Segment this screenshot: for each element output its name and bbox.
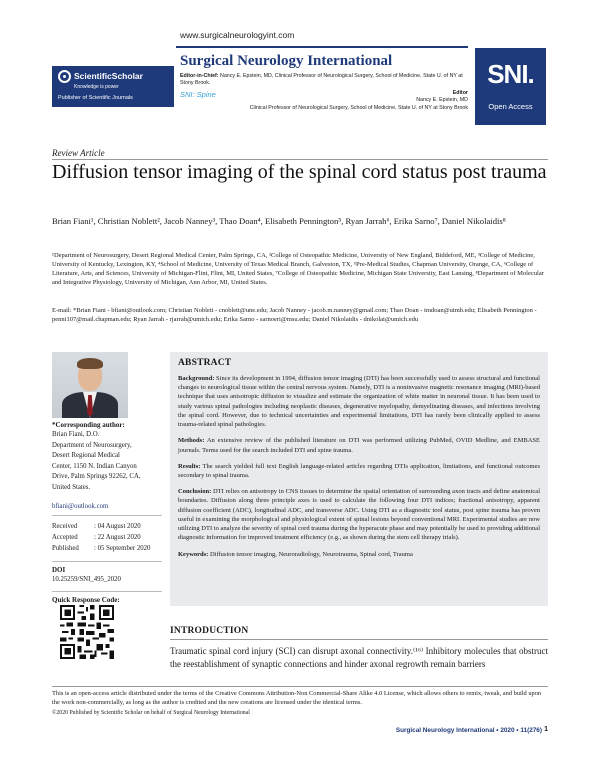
corresponding-author-label: *Corresponding author: xyxy=(52,421,125,429)
publisher-logo xyxy=(52,66,174,107)
publisher-name: ScientificScholar xyxy=(74,71,143,82)
article-type: Review Article xyxy=(52,148,105,158)
qr-label: Quick Response Code: xyxy=(52,596,120,604)
affiliations: ¹Department of Neurosurgery, Desert Regional Medical Center, Palm Springs, CA, ²College of Osteopathic Medicine, University of New England, Biddeford, ME, ³College of Medicine, University of Kentucky, Lexington, KY, ⁴School of Medicine, University of Texas Medical Branch, Galveston, TX, ⁵Pre-Medical Studies, Chapman University, Orange, CA, ⁶College of Literature, Arts, and Sciences, University of Michigan-Flint, Flint, MI, United States, ⁷College of Osteopathic Medicine, Michigan State University, East Lansing, ⁸Department of Molecular and Integrative Physiology, University of Michigan, Ann Arbor, MI, United States. xyxy=(52,252,544,287)
journal-title: Surgical Neurology International xyxy=(176,46,468,70)
divider xyxy=(52,686,548,687)
page-number: 1 xyxy=(544,726,548,733)
journal-header xyxy=(180,30,468,111)
editor-block: Editor Nancy E. Epstein, MD xyxy=(416,90,468,104)
article-title: Diffusion tensor imaging of the spinal cord status post trauma xyxy=(52,161,547,183)
abstract-heading: ABSTRACT xyxy=(178,358,232,368)
divider xyxy=(52,591,162,592)
corresponding-email-link[interactable]: bfiani@outlook.com xyxy=(52,503,109,510)
copyright-text: ©2020 Published by Scientific Scholar on behalf of Surgical Neurology International xyxy=(52,710,250,716)
open-access-label: Open Access xyxy=(488,102,533,111)
abstract-keywords: Keywords: Diffusion tensor imaging, Neuroradiology, Neurotrauma, Spinal cord, Trauma xyxy=(178,550,413,558)
site-url[interactable]: www.surgicalneurologyint.com xyxy=(180,30,295,40)
abstract-methods: Methods: An extensive review of the published literature on DTI was performed utilizing PubMed, OVID Medline, and EMBASE journals. Terms used for the search included DTI and spine trauma. xyxy=(178,437,540,454)
publisher-sub: Publisher of Scientific Journals xyxy=(58,95,133,101)
divider xyxy=(52,561,162,562)
editor-affiliation: Clinical Professor of Neurological Surgery, School of Medicine, State U. of NY at Stony Brook xyxy=(249,105,468,112)
qr-code-icon[interactable] xyxy=(60,605,114,659)
footer-citation: Surgical Neurology International • 2020 • 11(276) xyxy=(395,727,542,734)
sni-logo: SNI. xyxy=(487,59,534,89)
divider xyxy=(52,159,548,160)
divider xyxy=(170,639,548,640)
introduction-text: Traumatic spinal cord injury (SCI) can disrupt axonal connectivity.⁽¹⁶⁾ Inhibitory molecules that obstruct the reestablishment of synaptic connections and hinder axonal regrowth remain barriers xyxy=(170,646,548,669)
abstract-conclusion: Conclusion: DTI relies on anisotropy in CNS tissues to determine the spatial orientation of surrounding axon tracts and define anatomical boundaries. Diffusion along three principle axes is used to calculate the following four DTI indices; fractional anisotropy, apparent diffusion coefficient (ADC), longitudinal ADC, and transverse ADC. Using DTI as a diagnostic tool status, post spine trauma has proven useful in examining the morphological and physiological extent of spinal lesions beyond conventional MRI. Experimental studies are now utilizing DTI to analyze the severity of spinal cord trauma during the hyperacute phase and may potentially be used to providing additional diagnostic information for improved treatment efficiency (e.g., as shown during the stem cell therapy trials). xyxy=(178,488,540,542)
publisher-tagline: Knowledge is power xyxy=(74,84,119,90)
abstract-background: Background: Since its development in 1994, diffusion tensor imaging (DTI) has been successfully used to assess structural and functional changes to neurological tissue within the central nervous system. Namely, DTI is a noninvasive magnetic resonance imaging (MRI)-based technique that uses anisotropic diffusion to visualize and estimate the organization of white matter in neuronal tissue. It has been used to study various spinal pathologies including neoplastic diseases, degenerative myelopathy, demyelinating diseases, and infections involving the spinal cord. However, due to technical uncertainties and experimental limitations, DTI has rarely been clinically applied to assess trauma-related spinal pathologies. xyxy=(178,375,540,429)
introduction-heading: INTRODUCTION xyxy=(170,626,249,636)
doi-link[interactable]: 10.25259/SNI_495_2020 xyxy=(52,576,121,583)
sni-badge xyxy=(475,48,546,125)
abstract-results: Results: The search yielded full text English language-related articles regarding DTIs application, limitations, and functional outcomes secondary to spinal trauma. xyxy=(178,462,540,479)
corresponding-author-address: Brian Fiani, D.O. Department of Neurosurgery, Desert Regional Medical Center, 1150 N. Indian Canyon Drive, Palm Springs 92262, CA, United States. xyxy=(52,431,141,491)
doi-label: DOI xyxy=(52,566,66,574)
license-text: This is an open-access article distributed under the terms of the Creative Commons Attribution-Non Commercial-Share Alike 4.0 License, which allows others to remix, tweak, and build upon the work non-commercially, as long as the author is credited and the new creations are licensed under the identical terms. xyxy=(52,690,542,707)
section-label: SNI: Spine xyxy=(180,90,216,100)
author-emails: E-mail: *Brian Fiani - bfiani@outlook.com; Christian Noblett - cnoblett@une.edu; Jacob Nanney - jacob.m.nanney@gmail.com; Thao Doan - tmdoan@utmb.edu; Elisabeth Pennington - penni107@mail.chapman.edu; Ryan Jarrah - rjarrah@umich.edu; Erika Sarno - sarnoeri@msu.edu; Daniel Nikolaidis - dnikolai@umich.edu xyxy=(52,307,537,324)
abstract-box xyxy=(170,352,548,606)
scientificscholar-icon xyxy=(58,70,71,83)
article-dates: Received : 04 August 2020 Accepted : 22 August 2020 Published : 05 September 2020 xyxy=(52,523,151,552)
author-list: Brian Fiani¹, Christian Noblett², Jacob Nanney³, Thao Doan⁴, Elisabeth Pennington⁵, Ryan Jarrah⁶, Erika Sarno⁷, Daniel Nikolaidis⁸ xyxy=(52,216,506,226)
editor-in-chief: Editor-in-Chief: Nancy E. Epstein, MD, Clinical Professor of Neurological Surgery, School of Medicine, State U. of NY at Stony Brook. xyxy=(180,72,463,86)
author-photo xyxy=(52,352,128,418)
divider xyxy=(52,515,162,516)
